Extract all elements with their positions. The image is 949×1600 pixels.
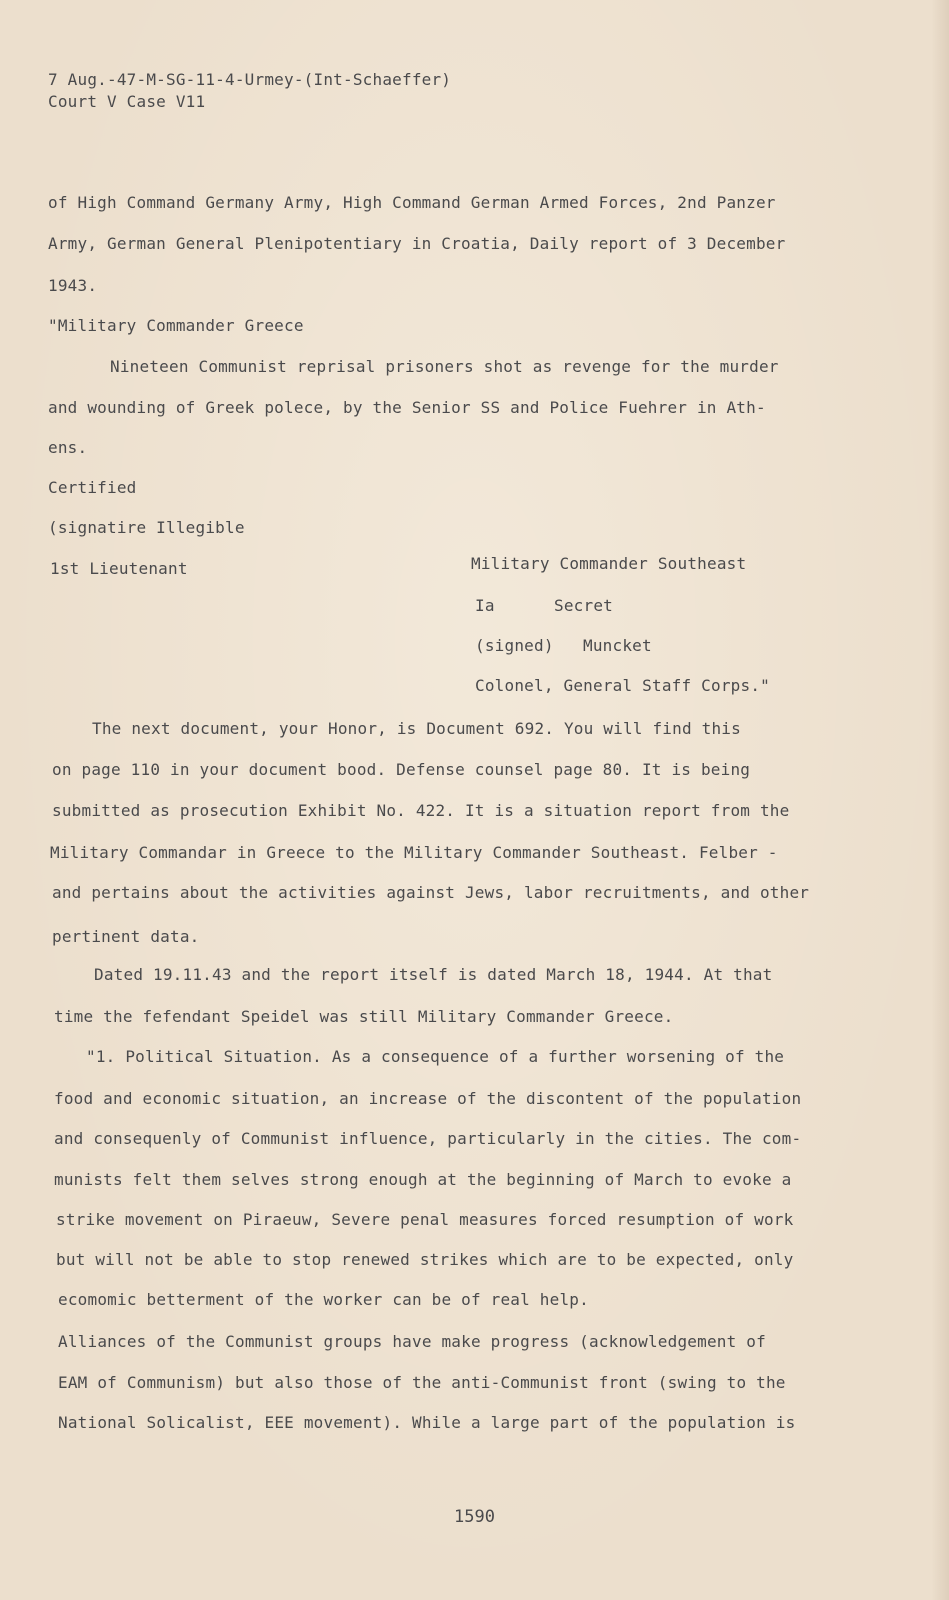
text-line-28: munists felt them selves strong enough at the beginning of March to evoke a (54, 1170, 792, 1189)
text-line-4: "Military Commander Greece (48, 316, 304, 335)
signature-block-ia: Ia (475, 596, 495, 615)
signature-block-secret: Secret (554, 596, 613, 615)
text-line-8: Certified (48, 478, 137, 497)
text-line-32: Alliances of the Communist groups have make progress (acknowledgement of (58, 1332, 766, 1351)
text-line-5: Nineteen Communist reprisal prisoners shot as revenge for the murder (110, 357, 779, 376)
text-line-34: National Solicalist, EEE movement). While a large part of the population is (58, 1413, 796, 1432)
text-line-31: ecomomic betterment of the worker can be of real help. (58, 1290, 589, 1309)
text-line-7: ens. (48, 438, 88, 457)
text-line-25: "1. Political Situation. As a consequence of a further worsening of the (86, 1047, 785, 1066)
signature-block-signed: (signed) (475, 636, 554, 655)
page-edge-shadow (931, 0, 949, 1600)
text-line-22: pertinent data. (52, 927, 200, 946)
signature-block-name: Muncket (583, 636, 652, 655)
header-line-1: 7 Aug.-47-M-SG-11-4-Urmey-(Int-Schaeffer) (48, 70, 452, 89)
text-line-2: Army, German General Plenipotentiary in Croatia, Daily report of 3 December (48, 234, 786, 253)
text-line-9: (signatire Illegible (48, 518, 245, 537)
text-line-30: but will not be able to stop renewed strikes which are to be expected, only (56, 1250, 794, 1269)
text-line-24: time the fefendant Speidel was still Military Commander Greece. (54, 1007, 674, 1026)
text-line-18: on page 110 in your document bood. Defense counsel page 80. It is being (52, 760, 751, 779)
text-line-20: Military Commandar in Greece to the Military Commander Southeast. Felber - (50, 843, 778, 862)
text-line-10: 1st Lieutenant (50, 559, 188, 578)
text-line-19: submitted as prosecution Exhibit No. 422. It is a situation report from the (52, 801, 790, 820)
signature-block-title: Military Commander Southeast (471, 554, 747, 573)
text-line-33: EAM of Communism) but also those of the anti-Communist front (swing to the (58, 1373, 786, 1392)
page-number: 1590 (454, 1507, 495, 1527)
text-line-27: and consequenly of Communist influence, particularly in the cities. The com- (54, 1129, 802, 1148)
text-line-21: and pertains about the activities against Jews, labor recruitments, and other (52, 883, 810, 902)
signature-block-rank: Colonel, General Staff Corps." (475, 676, 770, 695)
text-line-17: The next document, your Honor, is Document 692. You will find this (92, 719, 741, 738)
text-line-26: food and economic situation, an increase of the discontent of the population (54, 1089, 802, 1108)
text-line-1: of High Command Germany Army, High Command German Armed Forces, 2nd Panzer (48, 193, 776, 212)
text-line-6: and wounding of Greek polece, by the Senior SS and Police Fuehrer in Ath- (48, 398, 766, 417)
text-line-29: strike movement on Piraeuw, Severe penal measures forced resumption of work (56, 1210, 794, 1229)
text-line-23: Dated 19.11.43 and the report itself is dated March 18, 1944. At that (94, 965, 773, 984)
text-line-3: 1943. (48, 276, 98, 295)
header-line-2: Court V Case V11 (48, 92, 206, 111)
